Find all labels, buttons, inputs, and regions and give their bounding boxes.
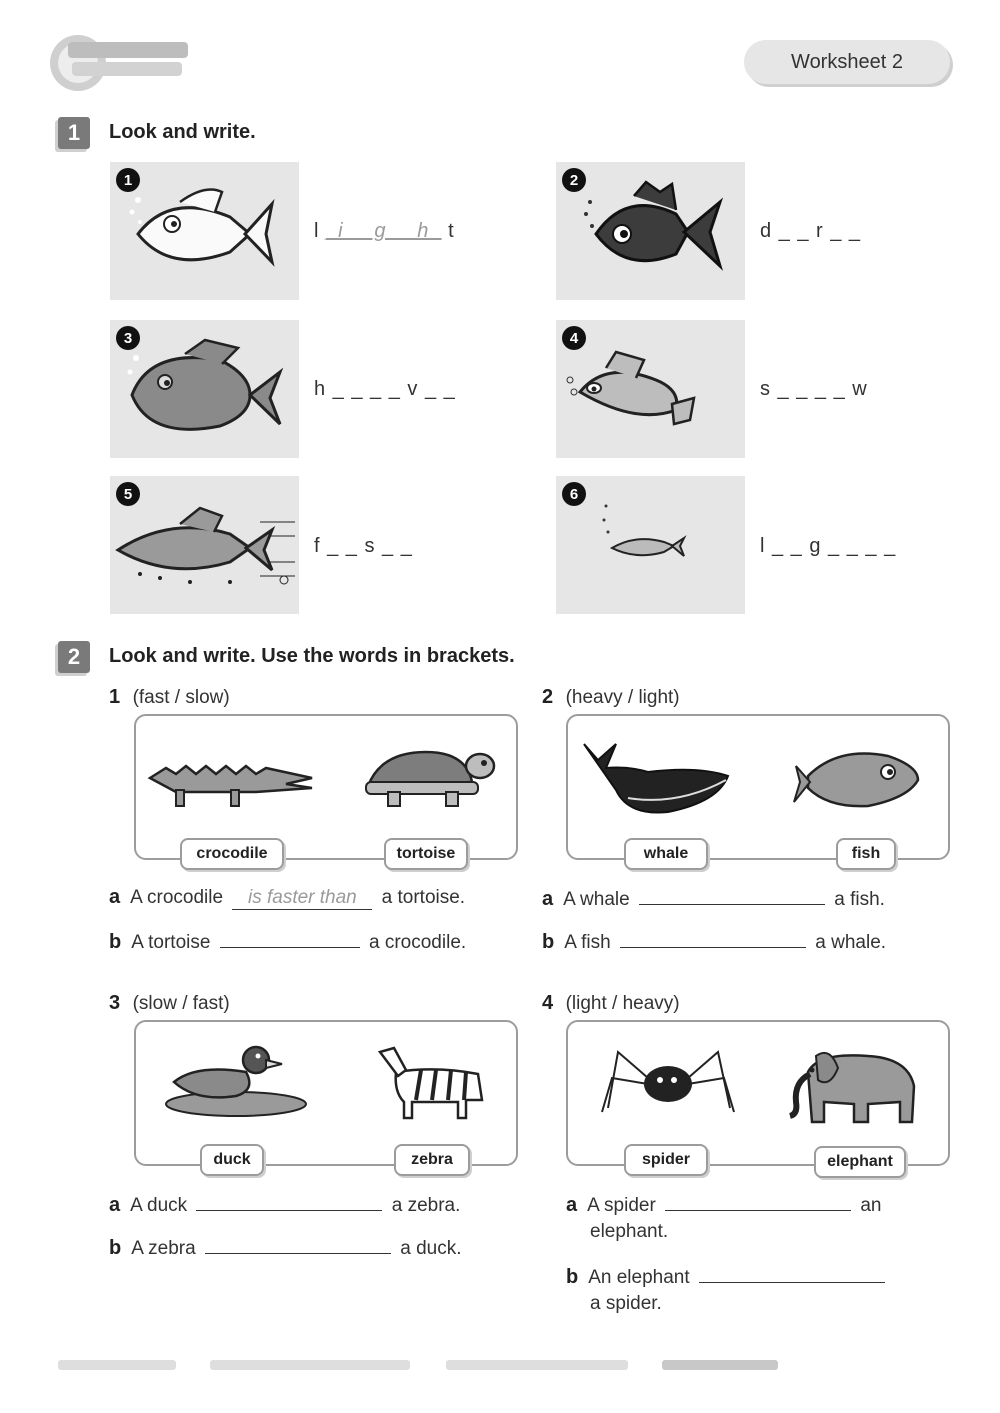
crocodile-tortoise-icon	[136, 716, 516, 858]
question-hint: (fast / slow)	[132, 687, 230, 708]
item-number-badge: 1	[116, 168, 140, 192]
picture-label: whale	[624, 838, 708, 870]
word-line-2: d _ _ r _ _	[760, 220, 862, 242]
fish-picture-1	[110, 162, 299, 300]
word-line-5: f _ _ s _ _	[314, 535, 413, 557]
word-line-4: s _ _ _ _ w	[760, 378, 868, 400]
picture-card-1	[134, 714, 518, 860]
picture-label: tortoise	[384, 838, 468, 870]
whale-fish-icon	[568, 716, 948, 858]
section-1-title: Look and write.	[109, 121, 256, 143]
question-number: 3	[109, 992, 121, 1014]
fish-picture-6	[556, 476, 745, 614]
question-hint: (light / heavy)	[565, 993, 680, 1014]
sentence-2b: b A fish a whale.	[542, 931, 887, 953]
picture-label: fish	[836, 838, 896, 870]
question-hint: (heavy / light)	[565, 687, 680, 708]
answer-blank[interactable]	[699, 1264, 885, 1283]
sentence-4a: a A spider an	[566, 1194, 882, 1216]
answer-blank[interactable]	[220, 929, 360, 948]
picture-label: spider	[624, 1144, 708, 1176]
fish-picture-5	[110, 476, 299, 614]
worksheet-label: Worksheet 2	[744, 40, 950, 84]
picture-card-3	[134, 1020, 518, 1166]
item-number-badge: 2	[562, 168, 586, 192]
example-answer: is faster than	[232, 887, 372, 910]
answer-blank[interactable]	[665, 1192, 851, 1211]
duck-zebra-icon	[136, 1022, 516, 1164]
picture-card-4	[566, 1020, 950, 1170]
fish-picture-3	[110, 320, 299, 458]
picture-card-2	[566, 714, 950, 860]
section-2-title: Look and write. Use the words in brackets.	[109, 645, 515, 667]
question-hint: (slow / fast)	[132, 993, 230, 1014]
section-2-number: 2	[58, 641, 90, 673]
section-1-number: 1	[58, 117, 90, 149]
item-number-badge: 4	[562, 326, 586, 350]
word-line-1: l _i_ _g_ _h_ t	[314, 220, 455, 242]
question-number: 4	[542, 992, 554, 1014]
sentence-3b: b A zebra a duck.	[109, 1237, 462, 1259]
question-number: 2	[542, 686, 554, 708]
brand-logo	[48, 30, 208, 96]
answer-blank[interactable]	[196, 1192, 382, 1211]
footer-bar	[58, 1356, 778, 1374]
spider-elephant-icon	[568, 1022, 948, 1164]
fish-picture-2	[556, 162, 745, 300]
answer-blank[interactable]	[639, 886, 825, 905]
word-line-6: l _ _ g _ _ _ _	[760, 535, 897, 557]
picture-label: duck	[200, 1144, 264, 1176]
sentence-4b-continued: a spider.	[590, 1293, 662, 1314]
item-number-badge: 3	[116, 326, 140, 350]
word-line-3: h _ _ _ _ v _ _	[314, 378, 456, 400]
sentence-2a: a A whale a fish.	[542, 888, 885, 910]
fish-picture-4	[556, 320, 745, 458]
answer-blank[interactable]	[620, 929, 806, 948]
picture-label: crocodile	[180, 838, 284, 870]
example-answer: _i_ _g_ _h_	[326, 220, 442, 242]
picture-label: elephant	[814, 1146, 906, 1178]
item-number-badge: 6	[562, 482, 586, 506]
question-number: 1	[109, 686, 121, 708]
item-number-badge: 5	[116, 482, 140, 506]
answer-blank[interactable]	[205, 1235, 391, 1254]
sentence-1a: a A crocodile is faster than a tortoise.	[109, 886, 466, 908]
sentence-4a-continued: elephant.	[590, 1221, 669, 1242]
sentence-4b: b An elephant	[566, 1264, 889, 1289]
picture-label: zebra	[394, 1144, 470, 1176]
sentence-3a: a A duck a zebra.	[109, 1194, 461, 1216]
sentence-1b: b A tortoise a crocodile.	[109, 931, 467, 953]
